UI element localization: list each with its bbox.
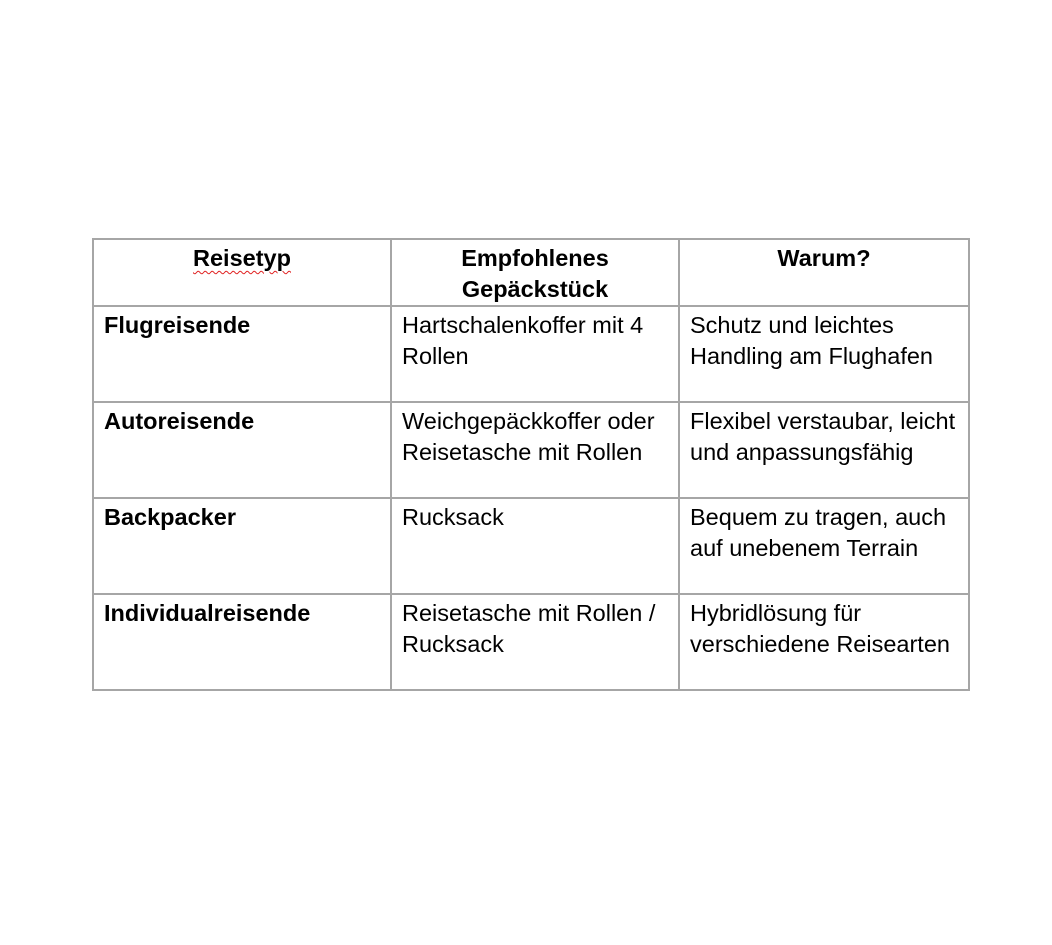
cell-gepaeckstueck: Hartschalenkoffer mit 4 Rollen (391, 306, 679, 402)
cell-reisetyp: Individualreisende (93, 594, 391, 690)
table-row (93, 498, 969, 594)
table-row (93, 402, 969, 498)
cell-warum: Bequem zu tragen, auch auf unebenem Terrain (679, 498, 969, 594)
header-gepaeckstueck: Empfohlenes Gepäckstück (391, 239, 679, 306)
cell-gepaeckstueck: Rucksack (391, 498, 679, 594)
header-reisetyp-text: Reisetyp (193, 245, 291, 271)
table-row (93, 306, 969, 402)
luggage-table (92, 238, 970, 691)
header-reisetyp (93, 239, 391, 306)
cell-gepaeckstueck: Weichgepäckkoffer oder Reisetasche mit Rollen (391, 402, 679, 498)
table-header-row (93, 239, 969, 306)
table-row (93, 594, 969, 690)
cell-reisetyp: Flugreisende (93, 306, 391, 402)
cell-warum: Hybridlösung für verschiedene Reisearten (679, 594, 969, 690)
cell-reisetyp: Autoreisende (93, 402, 391, 498)
cell-gepaeckstueck: Reisetasche mit Rollen / Rucksack (391, 594, 679, 690)
cell-warum: Flexibel verstaubar, leicht und anpassungsfähig (679, 402, 969, 498)
cell-warum: Schutz und leichtes Handling am Flughafen (679, 306, 969, 402)
cell-reisetyp: Backpacker (93, 498, 391, 594)
header-warum: Warum? (679, 239, 969, 306)
